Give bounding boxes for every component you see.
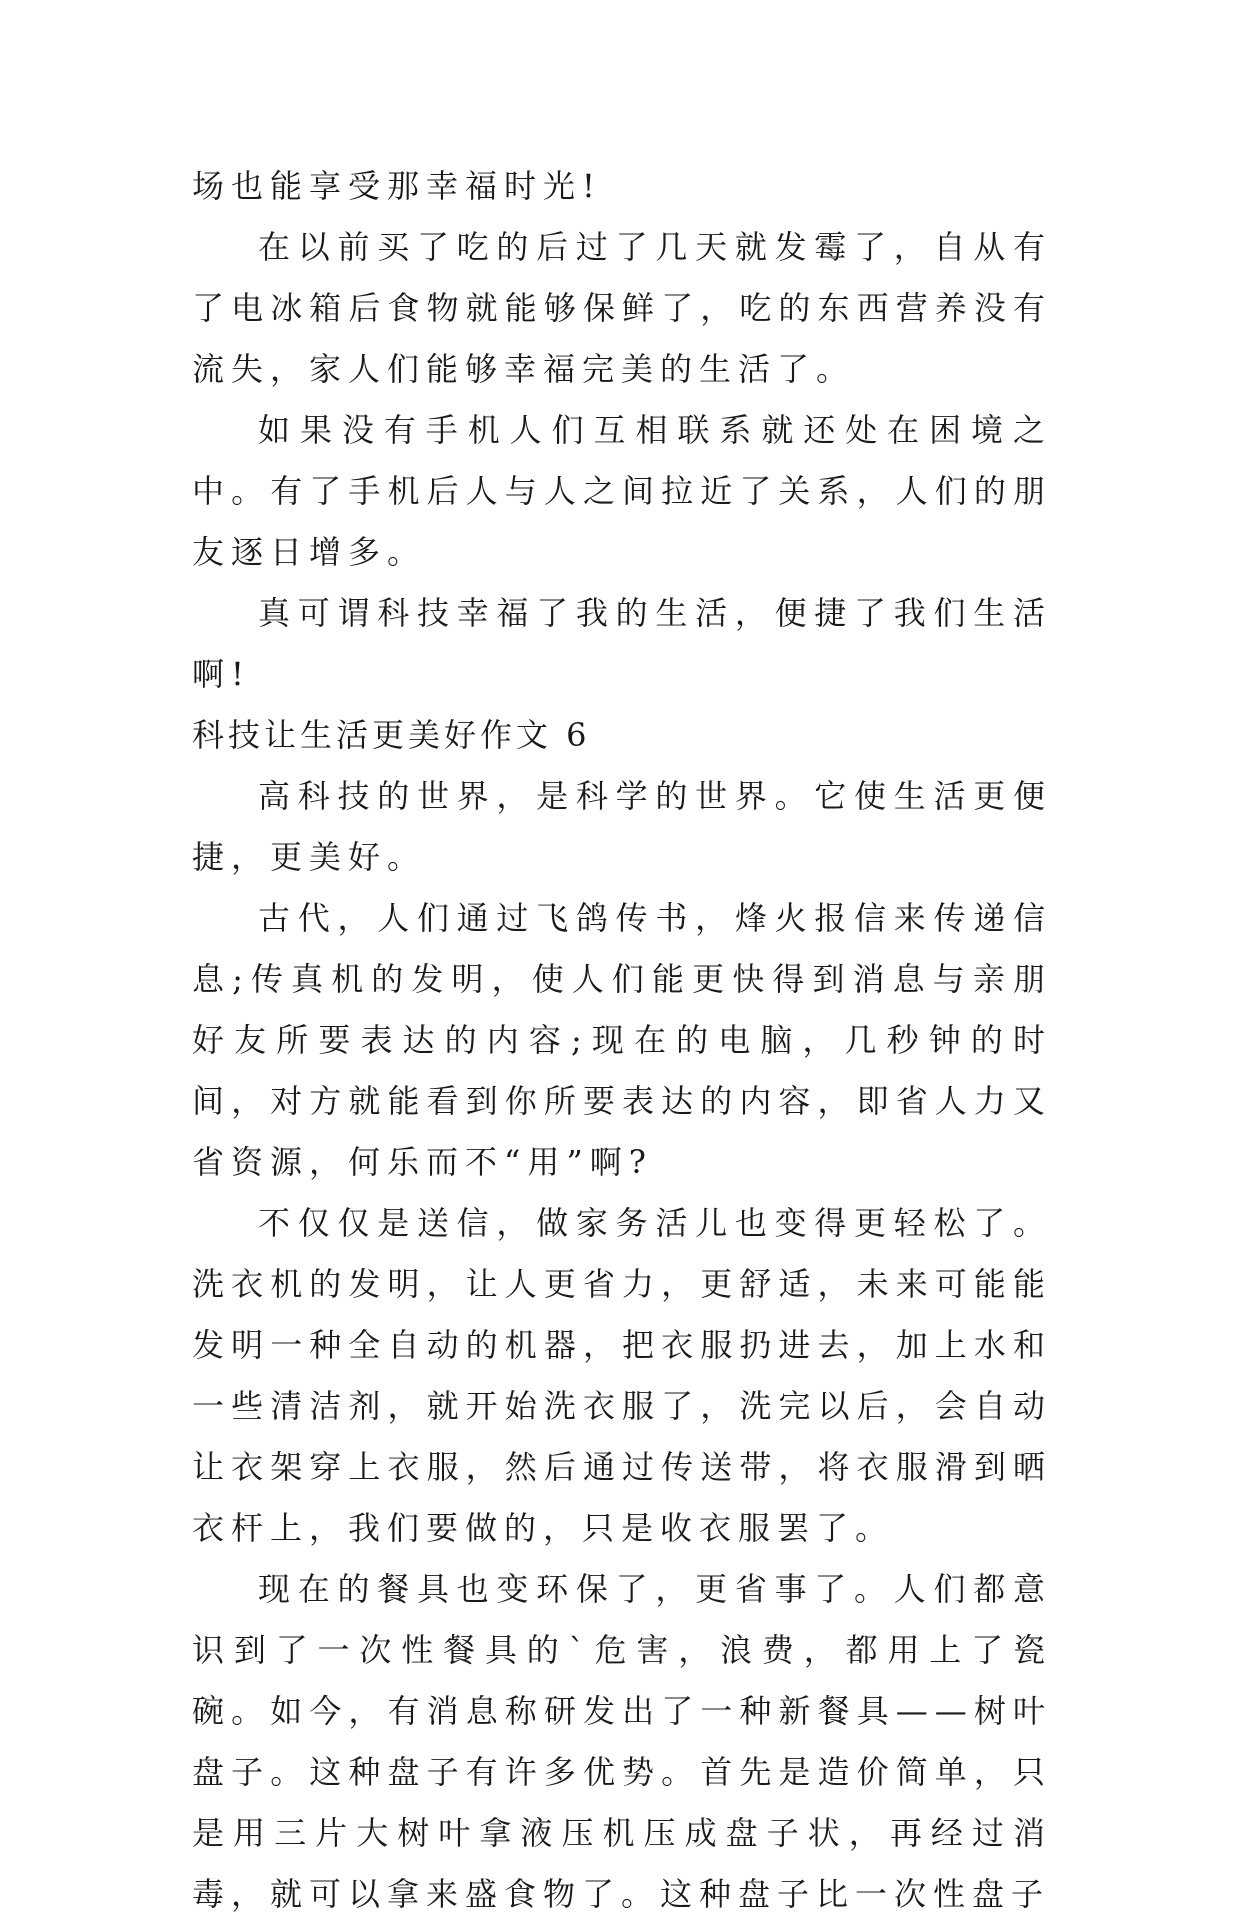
paragraph-continuation: 场也能享受那幸福时光!: [192, 167, 602, 205]
paragraph-communication: 古代，人们通过飞鸽传书，烽火报信来传递信息;传真机的发明，使人们能更快得到消息与亲朋好友所要表达的内容;现在的电脑，几秒钟的时间，对方就能看到你所要表达的内容，即省人力又省资源，何乐而不“用”啊?: [192, 899, 1052, 1181]
paragraph-housework: 不仅仅是送信，做家务活儿也变得更轻松了。洗衣机的发明，让人更省力，更舒适，未来可能能发明一种全自动的机器，把衣服扔进去，加上水和一些清洁剂，就开始洗衣服了，洗完以后，会自动让衣架穿上衣服，然后通过传送带，将衣服滑到晒衣杆上，我们要做的，只是收衣服罢了。: [192, 1204, 1052, 1547]
paragraph-tableware: 现在的餐具也变环保了，更省事了。人们都意识到了一次性餐具的`危害，浪费，都用上了瓷碗。如今，有消息称研发出了一种新餐具——树叶盘子。这种盘子有许多优势。首先是造价简单，只是用三片大树叶拿液压机压成盘子状，再经过消毒，就可以拿来盛食物了。这种盘子比一次性盘子: [192, 1570, 1052, 1913]
document-body: [192, 156, 1052, 1925]
section-title: 科技让生活更美好作文 6: [192, 716, 591, 754]
paragraph-conclusion: 真可谓科技幸福了我的生活，便捷了我们生活啊!: [192, 594, 1052, 693]
paragraph-refrigerator: 在以前买了吃的后过了几天就发霉了，自从有了电冰箱后食物就能够保鲜了，吃的东西营养没有流失，家人们能够幸福完美的生活了。: [192, 228, 1052, 388]
paragraph-intro: 高科技的世界，是科学的世界。它使生活更便捷，更美好。: [192, 777, 1052, 876]
paragraph-mobile-phone: 如果没有手机人们互相联系就还处在困境之中。有了手机后人与人之间拉近了关系，人们的朋友逐日增多。: [192, 411, 1052, 571]
